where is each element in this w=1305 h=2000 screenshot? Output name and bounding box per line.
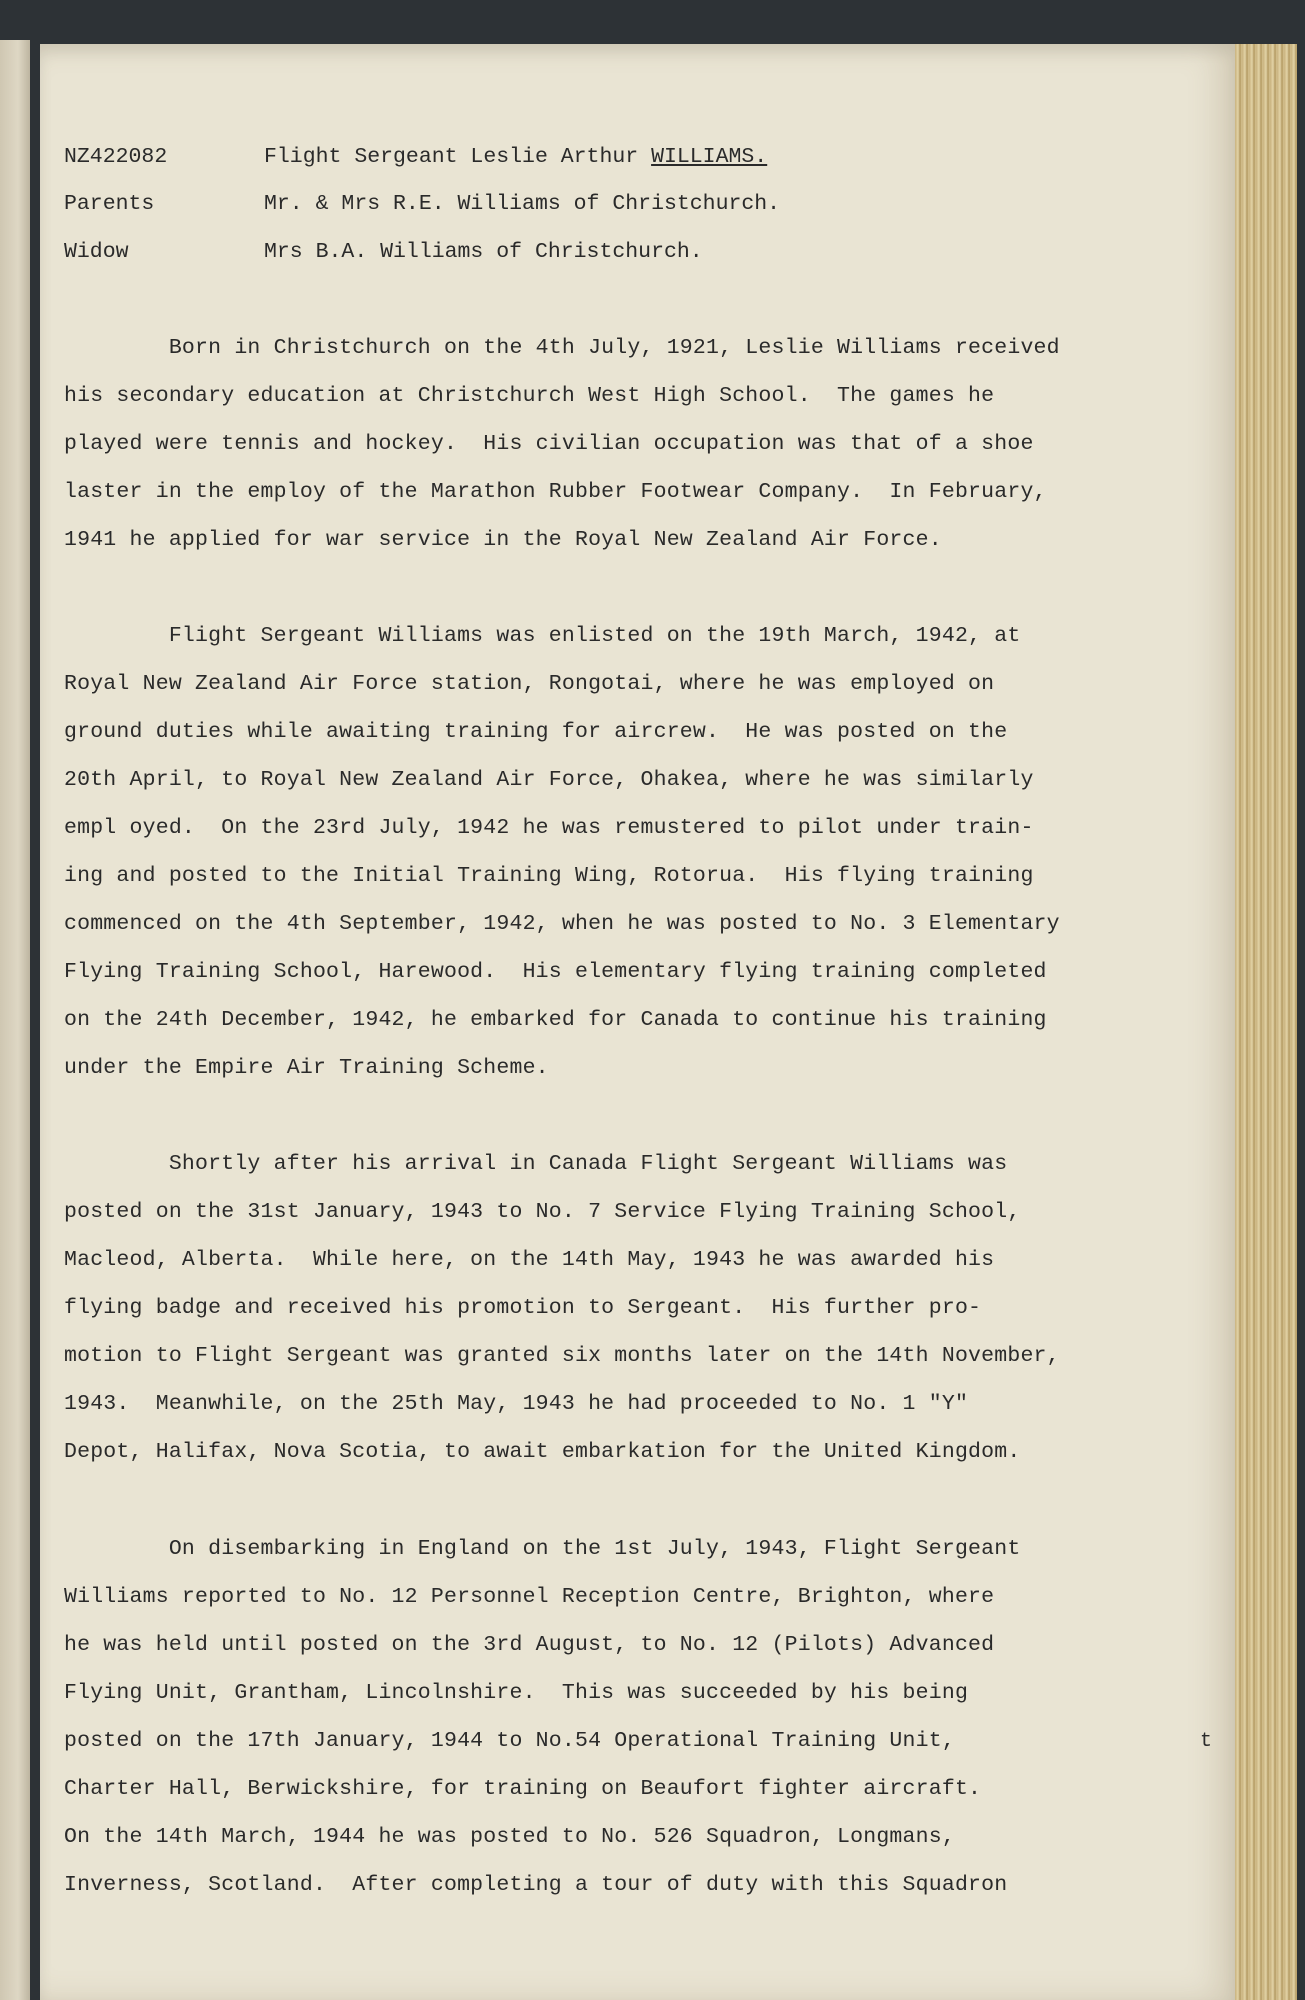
person-title [264, 145, 767, 169]
body-line: Inverness, Scotland. After completing a tour of duty with this Squadron [64, 1873, 1008, 1897]
body-line: Royal New Zealand Air Force station, Rongotai, where he was employed on [64, 672, 995, 696]
body-line: On disembarking in England on the 1st July, 1943, Flight Sergeant [64, 1537, 1021, 1561]
parents-label: Parents [64, 192, 155, 216]
body-line: on the 24th December, 1942, he embarked for Canada to continue his training [64, 1008, 1047, 1032]
body-line: Macleod, Alberta. While here, on the 14th May, 1943 he was awarded his [64, 1248, 995, 1272]
body-line: commenced on the 4th September, 1942, when he was posted to No. 3 Elementary [64, 912, 1060, 936]
widow-label: Widow [64, 240, 129, 264]
body-line: flying badge and received his promotion to Sergeant. His further pro- [64, 1296, 982, 1320]
left-page-edge [0, 40, 30, 2000]
body-line: Born in Christchurch on the 4th July, 1921, Leslie Williams received [64, 336, 1060, 360]
page-stack-edge [1235, 44, 1297, 2000]
body-line: 1941 he applied for war service in the Royal New Zealand Air Force. [64, 528, 942, 552]
body-line: 20th April, to Royal New Zealand Air Force, Ohakea, where he was similarly [64, 768, 1034, 792]
body-line: under the Empire Air Training Scheme. [64, 1056, 549, 1080]
body-line: ing and posted to the Initial Training Wing, Rotorua. His flying training [64, 864, 1034, 888]
body-line: played were tennis and hockey. His civilian occupation was that of a shoe [64, 432, 1034, 456]
body-line: ground duties while awaiting training for aircrew. He was posted on the [64, 720, 1008, 744]
surname: WILLIAMS. [651, 145, 768, 169]
body-line: On the 14th March, 1944 he was posted to No. 526 Squadron, Longmans, [64, 1825, 955, 1849]
body-line: Shortly after his arrival in Canada Flight Sergeant Williams was [64, 1152, 1008, 1176]
parents-value: Mr. & Mrs R.E. Williams of Christchurch. [264, 192, 781, 216]
body-line: his secondary education at Christchurch West High School. The games he [64, 384, 995, 408]
body-line: Flight Sergeant Williams was enlisted on the 19th March, 1942, at [64, 624, 1021, 648]
widow-value: Mrs B.A. Williams of Christchurch. [264, 240, 703, 264]
body-line: he was held until posted on the 3rd August, to No. 12 (Pilots) Advanced [64, 1633, 995, 1657]
service-number: NZ422082 [64, 145, 168, 169]
body-line: Depot, Halifax, Nova Scotia, to await embarkation for the United Kingdom. [64, 1440, 1021, 1464]
body-line: posted on the 31st January, 1943 to No. 7 Service Flying Training School, [64, 1200, 1021, 1224]
body-line: Williams reported to No. 12 Personnel Reception Centre, Brighton, where [64, 1585, 995, 1609]
margin-mark: t [1200, 1730, 1213, 1753]
name-prefix: Flight Sergeant Leslie Arthur [264, 145, 652, 169]
body-line: 1943. Meanwhile, on the 25th May, 1943 he had proceeded to No. 1 "Y" [64, 1392, 969, 1416]
body-line: Charter Hall, Berwickshire, for training on Beaufort fighter aircraft. [64, 1777, 982, 1801]
body-line: laster in the employ of the Marathon Rubber Footwear Company. In February, [64, 480, 1047, 504]
body-line: Flying Unit, Grantham, Lincolnshire. This was succeeded by his being [64, 1681, 969, 1705]
body-line: motion to Flight Sergeant was granted six months later on the 14th November, [64, 1344, 1060, 1368]
body-line: Flying Training School, Harewood. His elementary flying training completed [64, 960, 1047, 984]
body-line: posted on the 17th January, 1944 to No.54 Operational Training Unit, [64, 1729, 955, 1753]
body-line: empl oyed. On the 23rd July, 1942 he was remustered to pilot under train- [64, 816, 1034, 840]
